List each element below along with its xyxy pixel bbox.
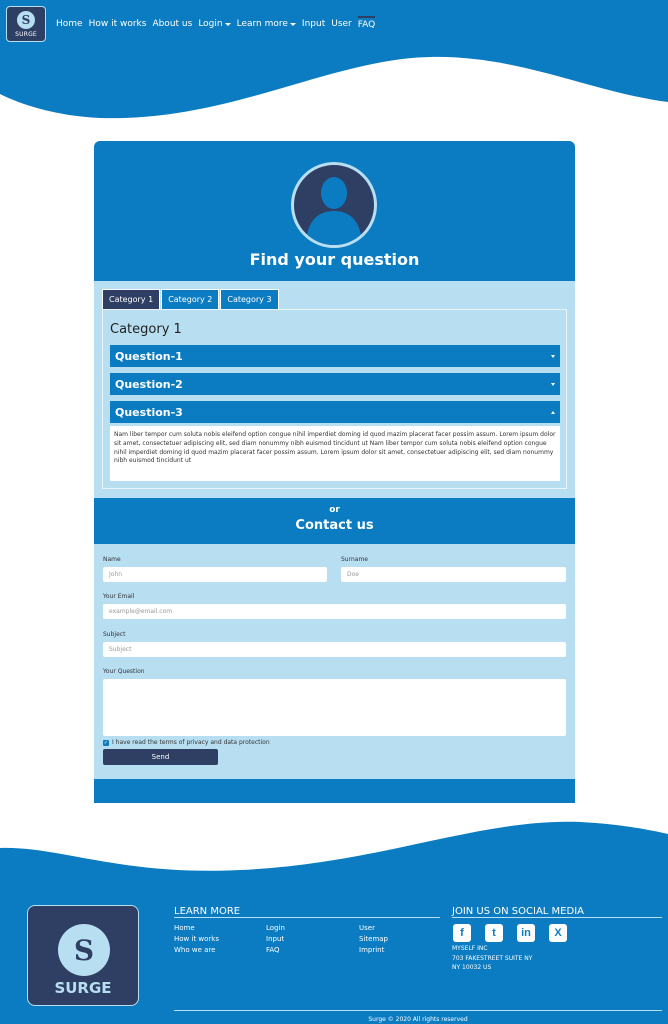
name-label: Name	[103, 556, 121, 563]
footer-link-input[interactable]: Input	[266, 935, 285, 943]
email-label: Your Email	[103, 593, 135, 600]
nav-learn-more-dropdown[interactable]	[237, 19, 296, 29]
nav-home[interactable]: Home	[56, 19, 83, 29]
tab-category-2[interactable]: Category 2	[161, 289, 219, 310]
category-title: Category 1	[110, 322, 182, 337]
footer-link-user[interactable]: User	[359, 924, 375, 932]
nav-menu	[56, 18, 381, 30]
email-input[interactable]: example@email.com	[103, 604, 566, 619]
surname-input[interactable]: Doe	[341, 567, 566, 582]
learn-more-heading: LEARN MORE	[174, 906, 241, 917]
contact-header	[94, 498, 575, 544]
answer-text: Nam liber tempor cum soluta nobis eleifend option congue nihil imperdiet doming id quod mazim placerat facer possim assum. Lorem ipsum dolor sit amet, consectetuer adipiscing elit, sed diam nonummy nibh euismod tincidunt ut Nam liber tempor cum soluta nobis eleifend option congue nihil imperdiet doming id quod mazim placerat facer possim assum. Lorem ipsum dolor sit amet, consectetuer adipiscing elit, sed diam nonummy nibh euismod tincidunt ut	[110, 426, 560, 481]
nav-learn-more-label: Learn more	[236, 19, 288, 29]
caret-down-icon	[290, 23, 296, 26]
footer-link-login[interactable]: Login	[266, 924, 285, 932]
send-button[interactable]: Send	[103, 749, 218, 765]
caret-up-icon	[551, 411, 555, 414]
nav-login-dropdown[interactable]	[198, 19, 230, 29]
tab-category-1[interactable]: Category 1	[102, 289, 160, 310]
checkbox-checked-icon[interactable]: ✓	[103, 739, 109, 746]
logo-word: SURGE	[15, 30, 37, 38]
footer-link-imprint[interactable]: Imprint	[359, 946, 385, 954]
nav-about-us[interactable]: About us	[152, 19, 193, 29]
nav-faq[interactable]: FAQ	[358, 16, 375, 30]
tab-panel	[102, 309, 567, 489]
nav-user[interactable]: User	[331, 19, 352, 29]
footer-link-sitemap[interactable]: Sitemap	[359, 935, 388, 943]
terms-checkbox-row[interactable]	[103, 739, 270, 746]
user-avatar-icon	[291, 162, 377, 248]
social-divider	[452, 917, 662, 918]
question-label: Question-3	[115, 405, 183, 419]
footer-logo-letter: S	[58, 924, 110, 976]
footer-link-who-we-are[interactable]: Who we are	[174, 946, 216, 954]
navbar	[6, 6, 381, 42]
caret-down-icon	[551, 355, 555, 358]
subject-input[interactable]: Subject	[103, 642, 566, 657]
accordion-question-2[interactable]	[110, 373, 560, 395]
nav-how-it-works[interactable]: How it works	[88, 19, 147, 29]
footer-link-how-it-works[interactable]: How it works	[174, 935, 219, 943]
address-line: 703 FAKESTREET SUITE NY	[452, 954, 533, 962]
caret-down-icon	[551, 383, 555, 386]
learn-more-divider	[174, 917, 440, 918]
footer-link-home[interactable]: Home	[174, 924, 195, 932]
copyright-divider	[174, 1010, 662, 1011]
address-line: NY 10032 US	[452, 964, 492, 971]
copyright-text: Surge © 2020 All rights reserved	[368, 1016, 468, 1023]
footer-link-faq[interactable]: FAQ	[266, 946, 280, 954]
name-input[interactable]: John	[103, 567, 327, 582]
question-label: Your Question	[103, 668, 145, 675]
category-tabs	[102, 289, 280, 310]
card-footer-bar	[94, 779, 575, 803]
surname-label: Surname	[341, 556, 368, 563]
company-address	[452, 944, 532, 973]
address-line: MYSELF INC	[452, 945, 488, 952]
linkedin-icon[interactable]: in	[517, 924, 535, 942]
terms-label: I have read the terms of privacy and data protection	[112, 739, 270, 746]
question-textarea[interactable]	[103, 679, 566, 736]
social-heading: JOIN US ON SOCIAL MEDIA	[452, 906, 584, 917]
social-icons	[453, 924, 581, 942]
caret-down-icon	[225, 23, 231, 26]
or-text: or	[329, 505, 340, 515]
footer-logo-word: SURGE	[54, 979, 112, 997]
faq-card	[94, 141, 575, 803]
xing-icon[interactable]: X	[549, 924, 567, 942]
question-label: Question-1	[115, 349, 183, 363]
subject-label: Subject	[103, 631, 126, 638]
logo-letter: S	[17, 11, 35, 29]
footer-logo[interactable]	[27, 905, 139, 1006]
facebook-icon[interactable]: f	[453, 924, 471, 942]
twitter-icon[interactable]: t	[485, 924, 503, 942]
faq-title: Find your question	[249, 250, 420, 269]
contact-title: Contact us	[295, 518, 374, 533]
accordion-question-1[interactable]	[110, 345, 560, 367]
tab-category-3[interactable]: Category 3	[220, 289, 278, 310]
nav-login-label: Login	[198, 19, 223, 29]
nav-input[interactable]: Input	[301, 19, 326, 29]
faq-header	[94, 141, 575, 281]
question-label: Question-2	[115, 377, 183, 391]
accordion-question-3[interactable]	[110, 401, 560, 423]
brand-logo[interactable]	[6, 6, 46, 42]
